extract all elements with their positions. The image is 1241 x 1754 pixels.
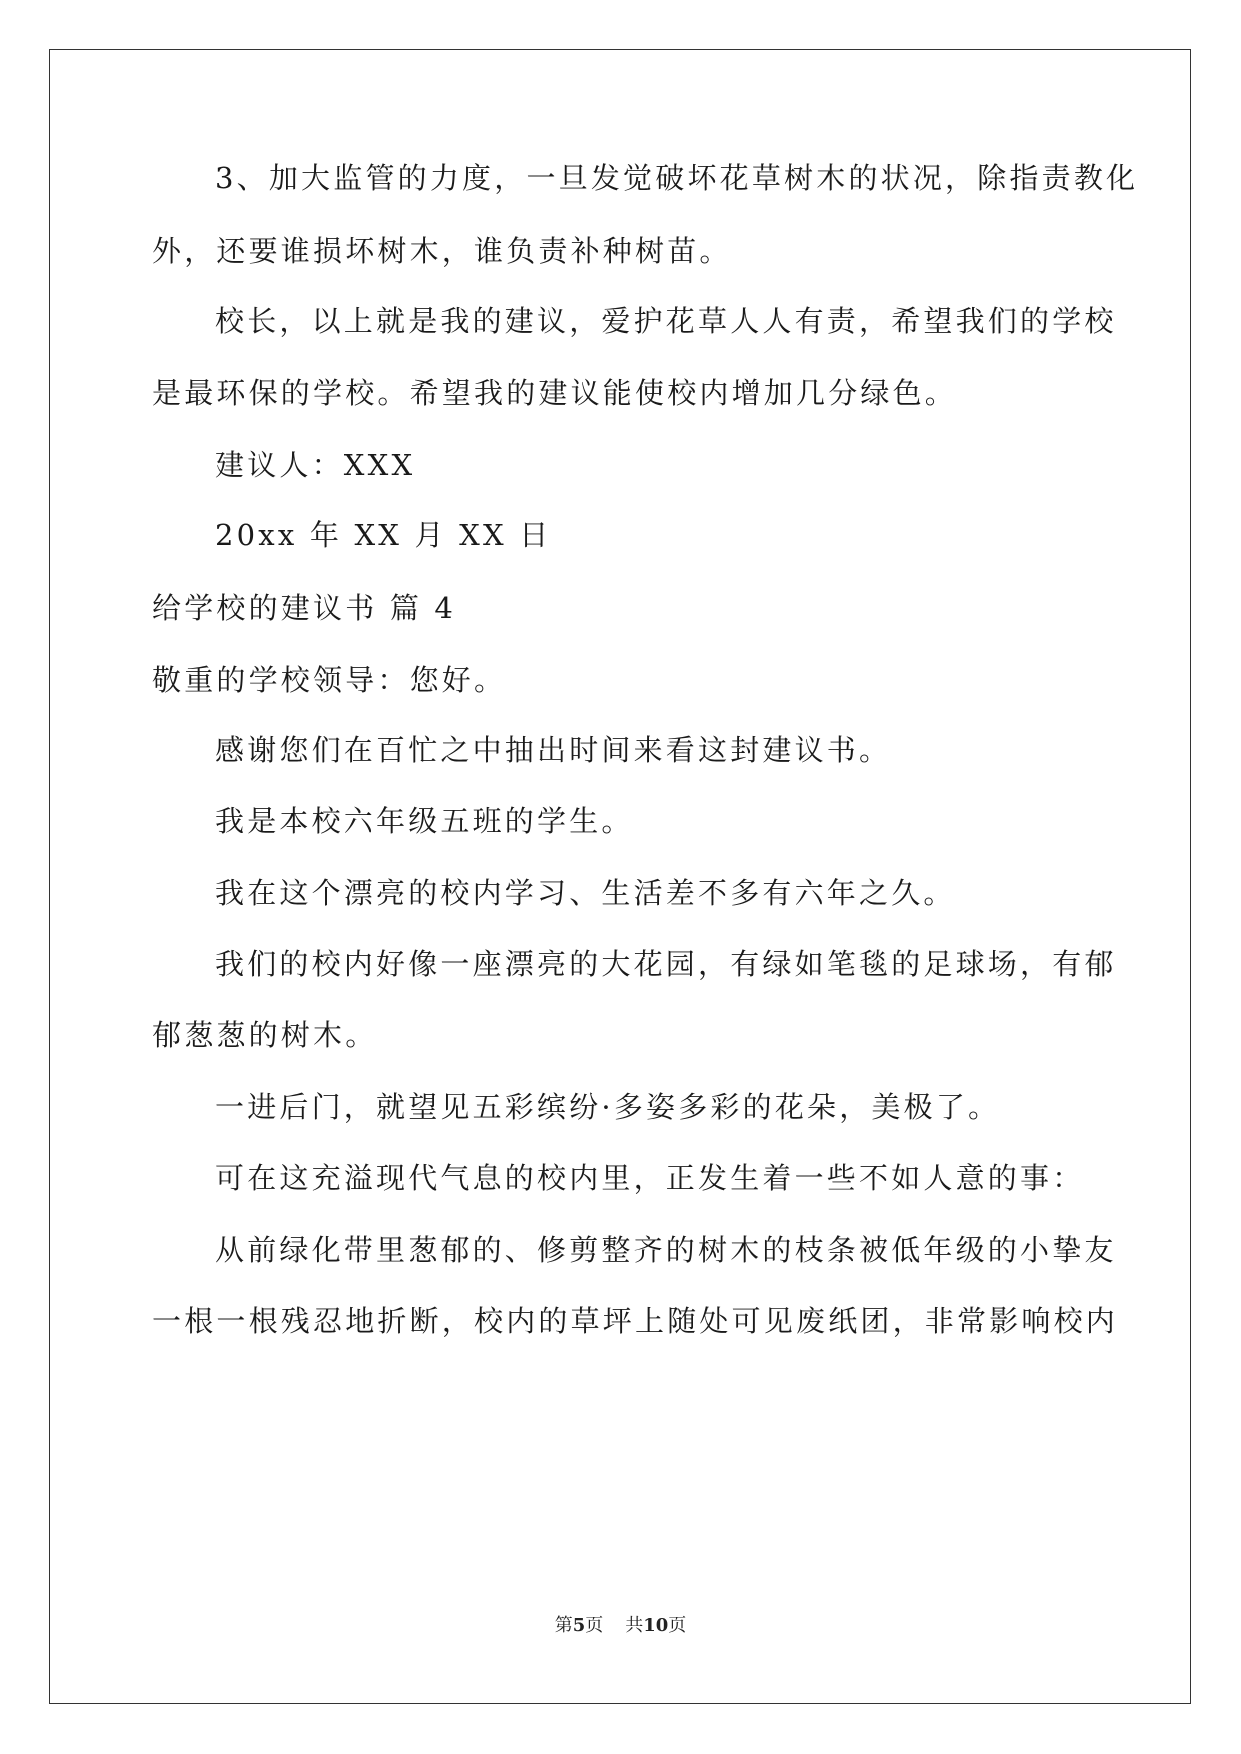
- page-number: 5: [572, 1615, 586, 1636]
- paragraph-line: 外，还要谁损坏树木，谁负责补种树苗。: [152, 234, 732, 268]
- paragraph-line: 我们的校内好像一座漂亮的大花园，有绿如笔毯的足球场，有郁: [215, 947, 1117, 981]
- page-prefix: 第: [554, 1615, 573, 1636]
- total-suffix: 页: [668, 1615, 687, 1636]
- page-footer: [0, 1614, 1241, 1638]
- paragraph-line: 是最环保的学校。希望我的建议能使校内增加几分绿色。: [152, 376, 958, 410]
- paragraph-line: 感谢您们在百忙之中抽出时间来看这封建议书。: [215, 733, 892, 767]
- paragraph-line: 一根一根残忍地折断，校内的草坪上随处可见废纸团，非常影响校内: [152, 1304, 1119, 1338]
- salutation-line: 敬重的学校领导：您好。: [152, 663, 507, 697]
- paragraph-line: 我在这个漂亮的校内学习、生活差不多有六年之久。: [215, 876, 956, 910]
- page-suffix: 页: [585, 1615, 604, 1636]
- paragraph-line: 郁葱葱的树木。: [152, 1018, 378, 1052]
- paragraph-line: 3、加大监管的力度，一旦发觉破坏花草树木的状况，除指责教化: [215, 161, 1139, 195]
- paragraph-line: 校长，以上就是我的建议，爱护花草人人有责，希望我们的学校: [215, 304, 1117, 338]
- paragraph-line: 一进后门，就望见五彩缤纷·多姿多彩的花朵，美极了。: [215, 1090, 1001, 1124]
- paragraph-line: 从前绿化带里葱郁的、修剪整齐的树木的枝条被低年级的小挚友: [215, 1233, 1117, 1267]
- date-line: 20xx 年 XX 月 XX 日: [215, 518, 552, 552]
- paragraph-line: 我是本校六年级五班的学生。: [215, 804, 634, 838]
- total-prefix: 共: [625, 1615, 644, 1636]
- total-pages: 10: [643, 1615, 669, 1636]
- section-heading: 给学校的建议书 篇 4: [152, 591, 457, 625]
- paragraph-line: 可在这充溢现代气息的校内里，正发生着一些不如人意的事：: [215, 1161, 1085, 1195]
- signature-line: 建议人：XXX: [215, 448, 416, 482]
